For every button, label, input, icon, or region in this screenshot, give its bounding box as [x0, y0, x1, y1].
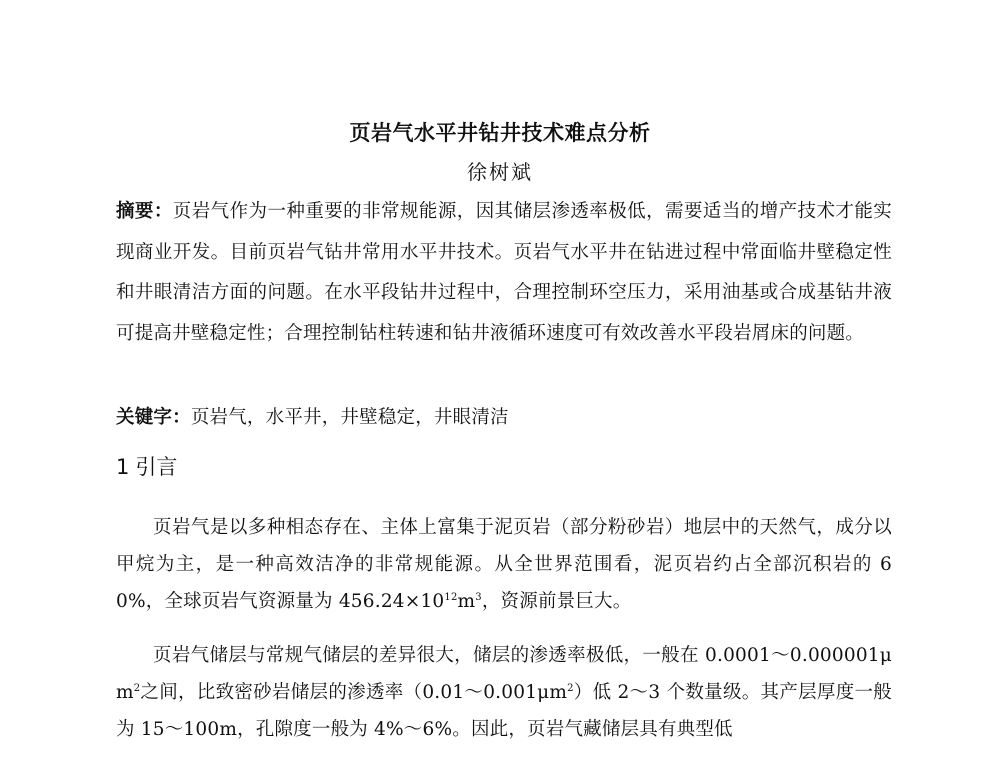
- paragraph2-superscript-b: 2: [567, 682, 574, 694]
- keywords-label: 关键字：: [116, 407, 191, 428]
- keywords-text: 页岩气，水平井，井壁稳定，井眼清洁: [190, 407, 509, 428]
- paragraph2-text-a: 页岩气储层与常规气储层的差异很大，储层的渗透率极低，一般在 0.0001～0.000001μm: [116, 645, 892, 703]
- paragraph1-text-c: ，资源前景巨大。: [481, 591, 632, 612]
- body-paragraph-2: [116, 637, 892, 748]
- keywords: [116, 400, 892, 436]
- author-name: 徐树斌: [467, 160, 533, 184]
- section-title: 引言: [135, 455, 178, 479]
- paragraph2-text-c: ）低 2～3 个数量级。其产层厚度一般为 15～100m，孔隙度一般为 4%～6%。因此，页岩气藏储层具有典型低: [116, 682, 893, 740]
- abstract-text: 页岩气作为一种重要的非常规能源，因其储层渗透率极低，需要适当的增产技术才能实现商业开发。目前页岩气钻井常用水平井技术。页岩气水平井在钻进过程中常面临井壁稳定性和井眼清洁方面的问题。在水平段钻井过程中，合理控制环空压力，采用油基或合成基钻井液可提高井壁稳定性；合理控制钻柱转速和钻井液循环速度可有效改善水平段岩屑床的问题。: [116, 201, 892, 344]
- abstract-label: 摘要：: [116, 201, 173, 222]
- paragraph1-superscript-a: 12: [444, 591, 458, 603]
- paper-title: 页岩气水平井钻井技术难点分析: [349, 121, 651, 145]
- body-paragraph-1: [116, 509, 892, 620]
- paragraph2-superscript-a: 2: [133, 682, 141, 694]
- paragraph1-superscript-b: 3: [475, 591, 482, 603]
- paragraph2-text-b: 之间，比致密砂岩储层的渗透率（0.01～0.001μm: [140, 682, 568, 703]
- paragraph1-text-b: m: [457, 591, 476, 612]
- abstract: [116, 192, 892, 354]
- section-number: 1: [116, 455, 130, 479]
- section-heading: [116, 451, 177, 481]
- paragraph1-text-a: 页岩气是以多种相态存在、主体上富集于泥页岩（部分粉砂岩）地层中的天然气，成分以甲烷为主，是一种高效洁净的非常规能源。从全世界范围看，泥页岩约占全部沉积岩的 60%，全球页岩气资源量为 456.24×10: [116, 517, 892, 612]
